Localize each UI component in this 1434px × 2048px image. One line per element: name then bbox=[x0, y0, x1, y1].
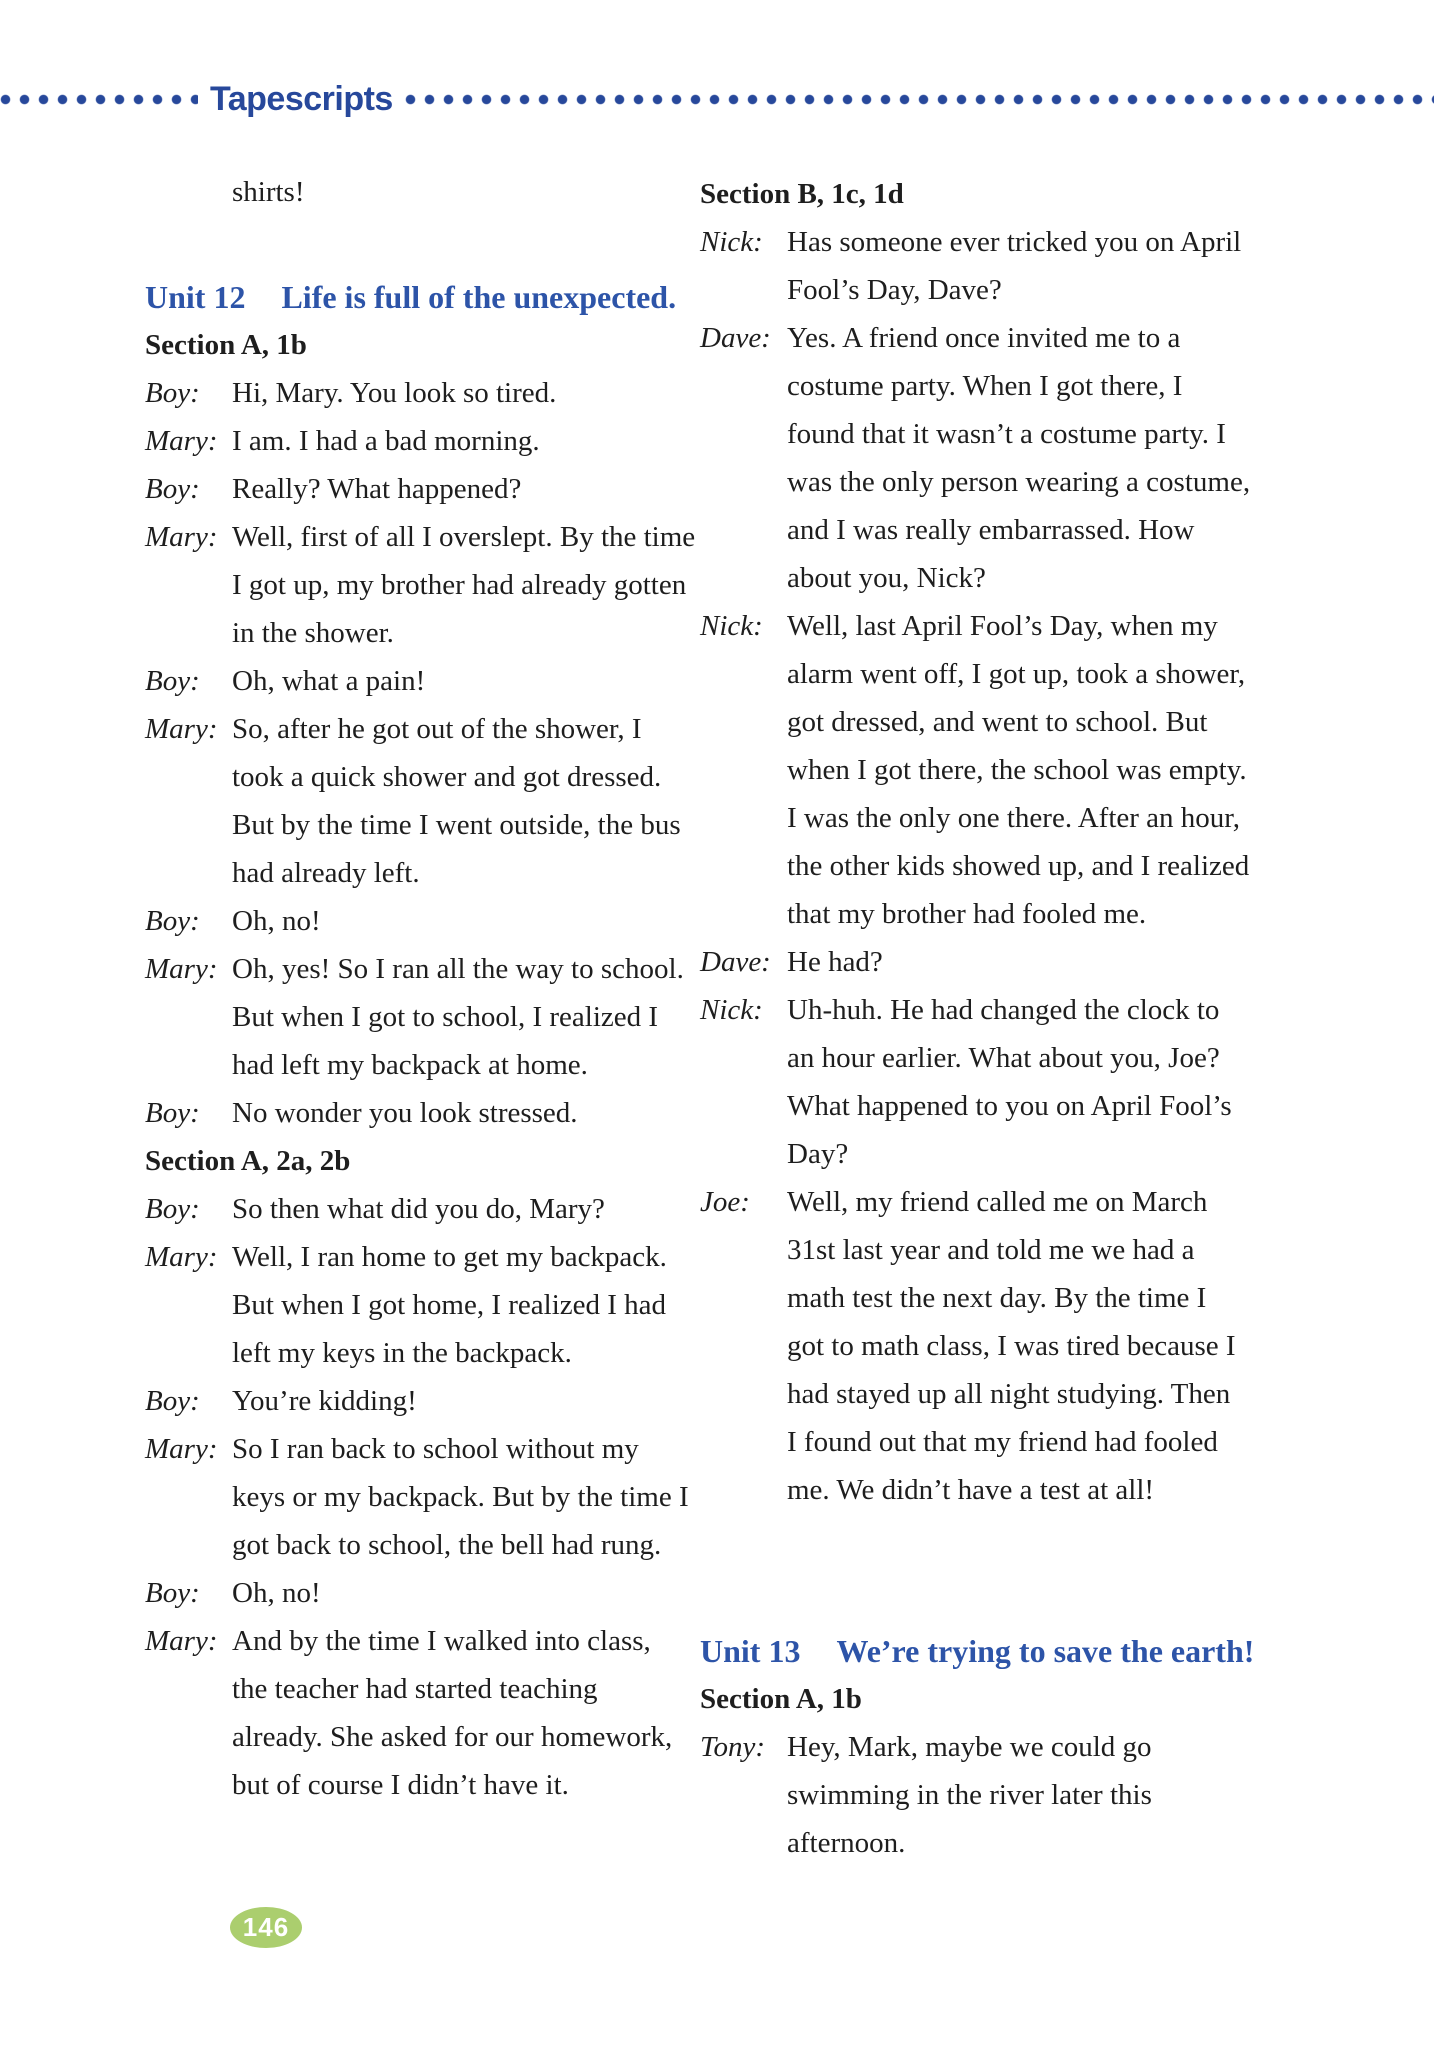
speaker-label: Boy: bbox=[145, 665, 200, 697]
page-title: Tapescripts bbox=[210, 80, 393, 118]
speaker-label: Dave: bbox=[700, 946, 771, 978]
dialogue-line: afternoon. bbox=[787, 1827, 906, 1859]
dialogue-turn bbox=[700, 938, 1285, 986]
dialogue-turn bbox=[700, 1723, 1285, 1867]
dialogue-text bbox=[232, 705, 710, 897]
dialogue-turn bbox=[145, 513, 710, 657]
dialogue-text bbox=[232, 369, 710, 417]
speaker-label: Mary: bbox=[145, 425, 218, 457]
dialogue-line: So I ran back to school without my bbox=[232, 1433, 639, 1465]
dialogue-line: got back to school, the bell had rung. bbox=[232, 1529, 662, 1561]
dialogue-line: left my keys in the backpack. bbox=[232, 1337, 572, 1369]
dialogue-line: Day? bbox=[787, 1138, 849, 1170]
dialogue-line: Fool’s Day, Dave? bbox=[787, 274, 1002, 306]
dialogue-line: Well, first of all I overslept. By the time bbox=[232, 521, 696, 553]
dialogue-line: Yes. A friend once invited me to a bbox=[787, 322, 1181, 354]
dialogue-line: but of course I didn’t have it. bbox=[232, 1769, 569, 1801]
dialogue-line: about you, Nick? bbox=[787, 562, 986, 594]
dialogue-line: Has someone ever tricked you on April bbox=[787, 226, 1242, 258]
dialogue-text bbox=[232, 1569, 710, 1617]
dialogue-turn bbox=[145, 465, 710, 513]
speaker-label: Boy: bbox=[145, 377, 200, 409]
unit-heading bbox=[145, 273, 710, 321]
left-column bbox=[145, 168, 710, 1809]
dialogue-line: So, after he got out of the shower, I bbox=[232, 713, 642, 745]
dialogue-text bbox=[787, 986, 1285, 1178]
dialogue-turn bbox=[145, 945, 710, 1089]
unit-number: Unit 12 bbox=[145, 279, 246, 315]
dialogue-line: had left my backpack at home. bbox=[232, 1049, 588, 1081]
speaker-label: Nick: bbox=[700, 610, 763, 642]
dialogue-line: Oh, no! bbox=[232, 1577, 321, 1609]
section-heading: Section A, 1b bbox=[700, 1683, 862, 1715]
dialogue-line: the other kids showed up, and I realized bbox=[787, 850, 1250, 882]
dialogue-text bbox=[232, 1425, 710, 1569]
dialogue-line: Well, last April Fool’s Day, when my bbox=[787, 610, 1218, 642]
dialogue-turn bbox=[145, 705, 710, 897]
dialogue-turn bbox=[700, 1178, 1285, 1514]
section-heading: Section A, 1b bbox=[145, 329, 307, 361]
dialogue-line: No wonder you look stressed. bbox=[232, 1097, 578, 1129]
page-number: 146 bbox=[242, 1912, 290, 1942]
dialogue-line: He had? bbox=[787, 946, 883, 978]
dialogue-line: I am. I had a bad morning. bbox=[232, 425, 540, 457]
dialogue-text bbox=[232, 168, 710, 216]
speaker-label: Boy: bbox=[145, 1577, 200, 1609]
dialogue-turn bbox=[145, 1617, 710, 1809]
dialogue-line: got to math class, I was tired because I bbox=[787, 1330, 1236, 1362]
dialogue-line: Really? What happened? bbox=[232, 473, 522, 505]
speaker-label: Boy: bbox=[145, 1193, 200, 1225]
dialogue-text bbox=[232, 897, 710, 945]
speaker-label: Mary: bbox=[145, 953, 218, 985]
dialogue-text bbox=[787, 938, 1285, 986]
speaker-label: Mary: bbox=[145, 1625, 218, 1657]
dialogue-text bbox=[232, 1233, 710, 1377]
unit-title: We’re trying to save the earth! bbox=[836, 1633, 1255, 1669]
dialogue-line: Hi, Mary. You look so tired. bbox=[232, 377, 557, 409]
speaker-label: Tony: bbox=[700, 1731, 765, 1763]
unit-title: Life is full of the unexpected. bbox=[281, 279, 677, 315]
dialogue-line: Oh, what a pain! bbox=[232, 665, 426, 697]
right-column bbox=[700, 170, 1285, 1867]
dialogue-text bbox=[787, 218, 1285, 314]
dialogue-turn bbox=[145, 1089, 710, 1137]
speaker-label: Mary: bbox=[145, 521, 218, 553]
continuation-row bbox=[145, 168, 710, 216]
dialogue-line: when I got there, the school was empty. bbox=[787, 754, 1247, 786]
dialogue-line: had already left. bbox=[232, 857, 420, 889]
unit-number: Unit 13 bbox=[700, 1633, 801, 1669]
dialogue-turn bbox=[145, 1185, 710, 1233]
dialogue-line: and I was really embarrassed. How bbox=[787, 514, 1195, 546]
dialogue-line: 31st last year and told me we had a bbox=[787, 1234, 1195, 1266]
unit-heading bbox=[700, 1627, 1285, 1675]
dotted-line-right bbox=[405, 94, 1434, 105]
speaker-label: Boy: bbox=[145, 1097, 200, 1129]
dialogue-line: Well, I ran home to get my backpack. bbox=[232, 1241, 667, 1273]
dialogue-line: alarm went off, I got up, took a shower, bbox=[787, 658, 1246, 690]
dialogue-text bbox=[787, 1723, 1285, 1867]
dialogue-line: I found out that my friend had fooled bbox=[787, 1426, 1218, 1458]
dialogue-line: So then what did you do, Mary? bbox=[232, 1193, 605, 1225]
speaker-label: Boy: bbox=[145, 905, 200, 937]
dialogue-line: already. She asked for our homework, bbox=[232, 1721, 673, 1753]
dialogue-line: swimming in the river later this bbox=[787, 1779, 1152, 1811]
dialogue-line: found that it wasn’t a costume party. I bbox=[787, 418, 1226, 450]
dialogue-line: the teacher had started teaching bbox=[232, 1673, 598, 1705]
dialogue-line: keys or my backpack. But by the time I bbox=[232, 1481, 689, 1513]
section-heading: Section B, 1c, 1d bbox=[700, 178, 904, 210]
dialogue-line: that my brother had fooled me. bbox=[787, 898, 1147, 930]
dialogue-turn bbox=[145, 417, 710, 465]
speaker-label: Boy: bbox=[145, 473, 200, 505]
dialogue-line: You’re kidding! bbox=[232, 1385, 417, 1417]
speaker-label: Nick: bbox=[700, 226, 763, 258]
dialogue-turn bbox=[700, 602, 1285, 938]
dialogue-line: math test the next day. By the time I bbox=[787, 1282, 1207, 1314]
dialogue-line: took a quick shower and got dressed. bbox=[232, 761, 662, 793]
dialogue-line: shirts! bbox=[232, 176, 305, 208]
dialogue-turn bbox=[145, 897, 710, 945]
dialogue-line: I was the only one there. After an hour, bbox=[787, 802, 1241, 834]
dialogue-line: Hey, Mark, maybe we could go bbox=[787, 1731, 1152, 1763]
dialogue-line: But when I got to school, I realized I bbox=[232, 1001, 659, 1033]
dialogue-line: in the shower. bbox=[232, 617, 394, 649]
dialogue-turn bbox=[700, 218, 1285, 314]
dialogue-line: But when I got home, I realized I had bbox=[232, 1289, 667, 1321]
speaker-label: Nick: bbox=[700, 994, 763, 1026]
dialogue-line: I got up, my brother had already gotten bbox=[232, 569, 687, 601]
dialogue-turn bbox=[145, 1569, 710, 1617]
speaker-label: Mary: bbox=[145, 713, 218, 745]
dialogue-text bbox=[232, 1089, 710, 1137]
dialogue-turn bbox=[145, 657, 710, 705]
speaker-label: Mary: bbox=[145, 1241, 218, 1273]
dialogue-text bbox=[232, 417, 710, 465]
dialogue-text bbox=[232, 513, 710, 657]
dotted-line-left bbox=[0, 94, 198, 105]
dialogue-text bbox=[232, 465, 710, 513]
dialogue-line: costume party. When I got there, I bbox=[787, 370, 1183, 402]
dialogue-text bbox=[232, 1617, 710, 1809]
dialogue-text bbox=[232, 657, 710, 705]
dialogue-line: Uh-huh. He had changed the clock to bbox=[787, 994, 1220, 1026]
dialogue-line: had stayed up all night studying. Then bbox=[787, 1378, 1231, 1410]
dialogue-text bbox=[232, 945, 710, 1089]
page-number-badge bbox=[230, 1907, 302, 1948]
dialogue-text bbox=[232, 1185, 710, 1233]
dialogue-turn bbox=[145, 1377, 710, 1425]
dialogue-line: was the only person wearing a costume, bbox=[787, 466, 1251, 498]
speaker-label: Joe: bbox=[700, 1186, 750, 1218]
dialogue-text bbox=[787, 314, 1285, 602]
dialogue-line: What happened to you on April Fool’s bbox=[787, 1090, 1232, 1122]
dialogue-line: But by the time I went outside, the bus bbox=[232, 809, 681, 841]
speaker-label: Boy: bbox=[145, 1385, 200, 1417]
dialogue-turn bbox=[145, 1233, 710, 1377]
dialogue-turn bbox=[145, 1425, 710, 1569]
dialogue-turn bbox=[145, 369, 710, 417]
dialogue-line: And by the time I walked into class, bbox=[232, 1625, 651, 1657]
section-heading: Section A, 2a, 2b bbox=[145, 1145, 351, 1177]
dialogue-line: an hour earlier. What about you, Joe? bbox=[787, 1042, 1220, 1074]
dialogue-line: Oh, yes! So I ran all the way to school. bbox=[232, 953, 684, 985]
dialogue-turn bbox=[700, 314, 1285, 602]
dialogue-line: Oh, no! bbox=[232, 905, 321, 937]
dialogue-text bbox=[787, 1178, 1285, 1514]
dialogue-line: Well, my friend called me on March bbox=[787, 1186, 1208, 1218]
speaker-label: Mary: bbox=[145, 1433, 218, 1465]
dialogue-line: got dressed, and went to school. But bbox=[787, 706, 1208, 738]
speaker-label: Dave: bbox=[700, 322, 771, 354]
page-header bbox=[0, 76, 1434, 122]
dialogue-line: me. We didn’t have a test at all! bbox=[787, 1474, 1155, 1506]
dialogue-text bbox=[787, 602, 1285, 938]
dialogue-turn bbox=[700, 986, 1285, 1178]
dialogue-text bbox=[232, 1377, 710, 1425]
